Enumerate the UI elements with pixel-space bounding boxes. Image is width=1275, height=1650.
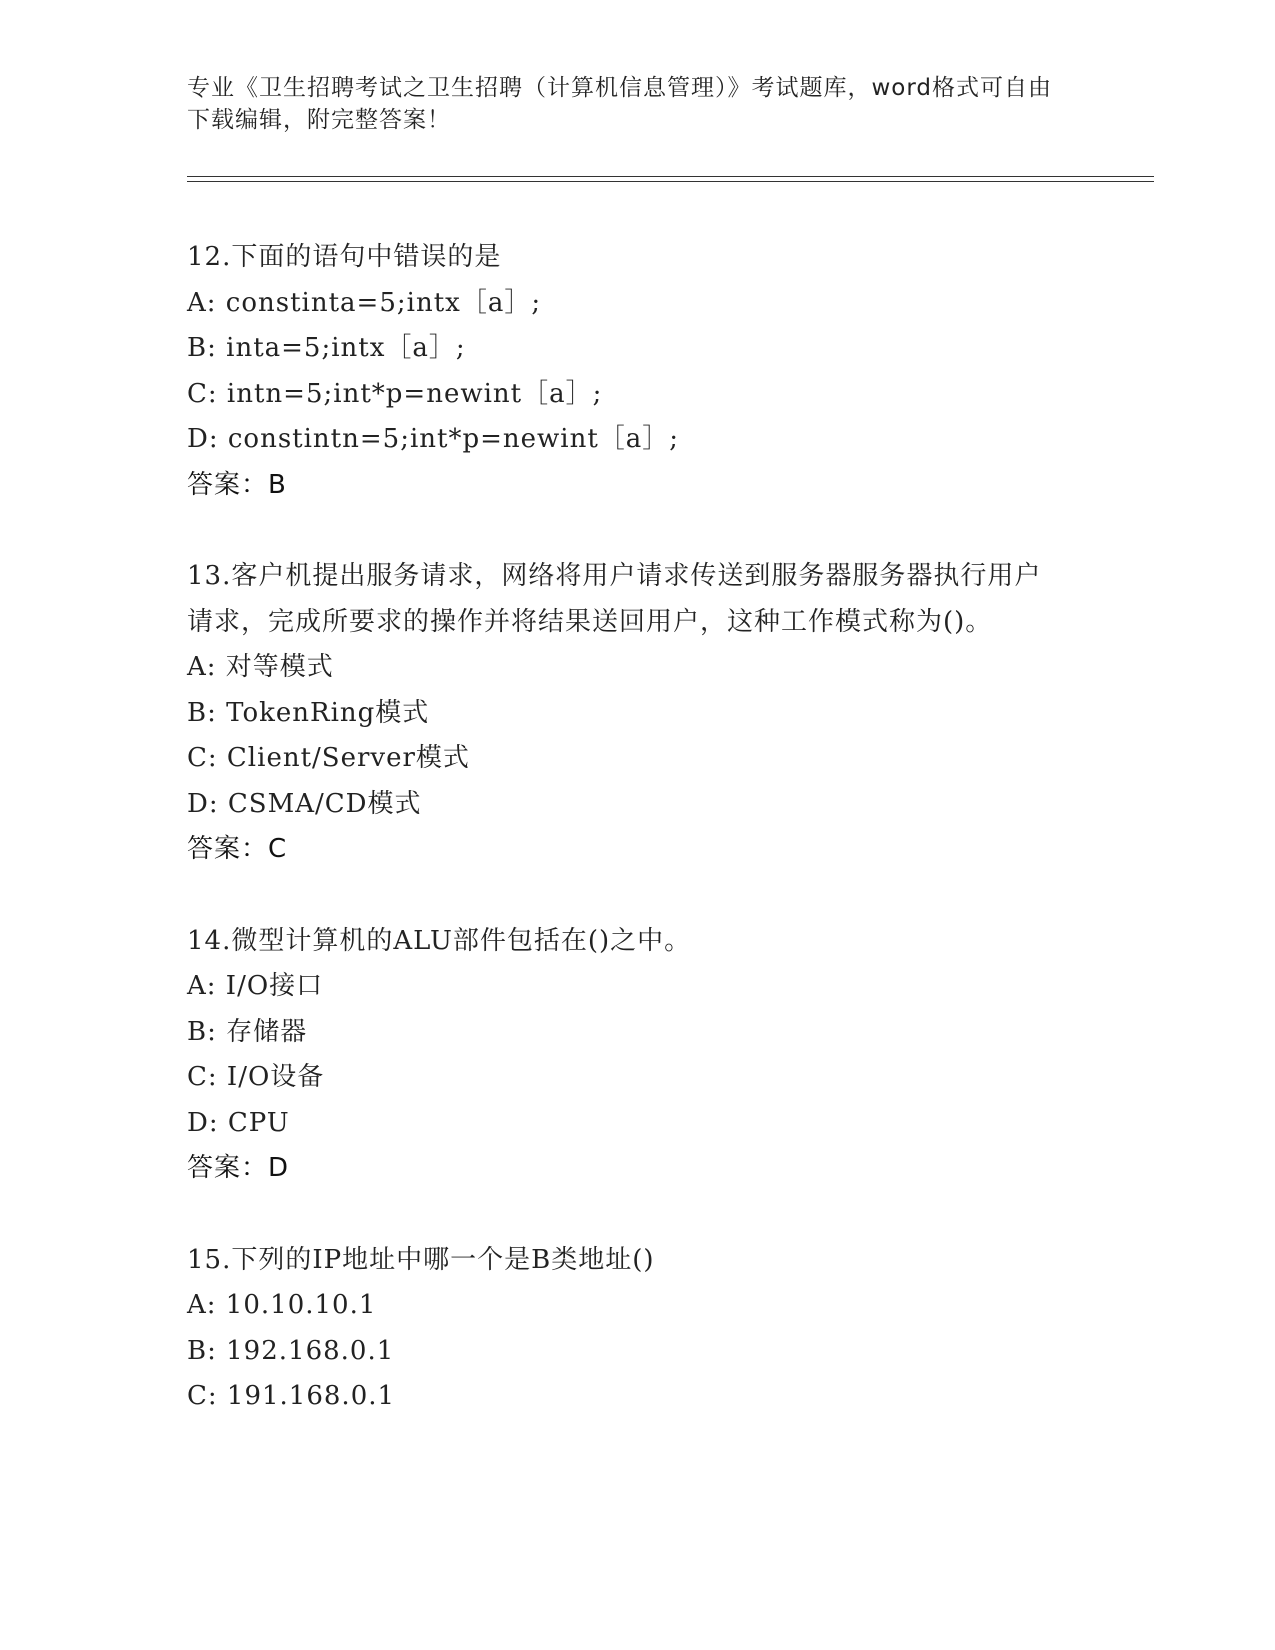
option-a: A: constinta=5;intx［a］; xyxy=(187,287,542,318)
option-b: B: TokenRing模式 xyxy=(187,697,430,728)
question-12 xyxy=(187,235,1087,508)
option-a: A: I/O接口 xyxy=(187,971,324,1001)
option-c: C: Client/Server模式 xyxy=(187,743,470,773)
question-14 xyxy=(187,919,1087,1192)
question-15 xyxy=(187,1238,1087,1420)
header-divider-top xyxy=(187,176,1154,177)
option-c: C: 191.168.0.1 xyxy=(187,1381,396,1411)
answer-line: 答案：D xyxy=(187,1153,290,1183)
question-stem: 15.下列的IP地址中哪一个是B类地址() xyxy=(187,1244,655,1275)
option-b: B: inta=5;intx［a］; xyxy=(187,333,466,363)
option-d: D: CPU xyxy=(187,1107,290,1138)
option-c: C: I/O设备 xyxy=(187,1062,325,1092)
option-a: A: 10.10.10.1 xyxy=(187,1290,377,1320)
question-list xyxy=(187,235,1087,1466)
option-b: B: 存储器 xyxy=(187,1016,308,1047)
answer-line: 答案：B xyxy=(187,469,287,500)
question-stem: 14.微型计算机的ALU部件包括在()之中。 xyxy=(187,925,692,956)
question-stem: 13.客户机提出服务请求，网络将用户请求传送到服务器服务器执行用户请求，完成所要求的操作并将结果送回用户，这种工作模式称为()。 xyxy=(187,561,1042,637)
question-stem: 12.下面的语句中错误的是 xyxy=(187,242,502,272)
option-d: D: CSMA/CD模式 xyxy=(187,788,422,819)
option-b: B: 192.168.0.1 xyxy=(187,1335,395,1366)
document-intro: 专业《卫生招聘考试之卫生招聘（计算机信息管理）》考试题库，word格式可自由下载编辑，附完整答案！ xyxy=(187,75,1053,133)
option-d: D: constintn=5;int*p=newint［a］; xyxy=(187,424,680,454)
answer-line: 答案：C xyxy=(187,834,288,864)
question-13 xyxy=(187,554,1087,873)
option-a: A: 对等模式 xyxy=(187,652,334,682)
header-divider-bottom xyxy=(187,181,1154,182)
option-c: C: intn=5;int*p=newint［a］; xyxy=(187,378,603,409)
